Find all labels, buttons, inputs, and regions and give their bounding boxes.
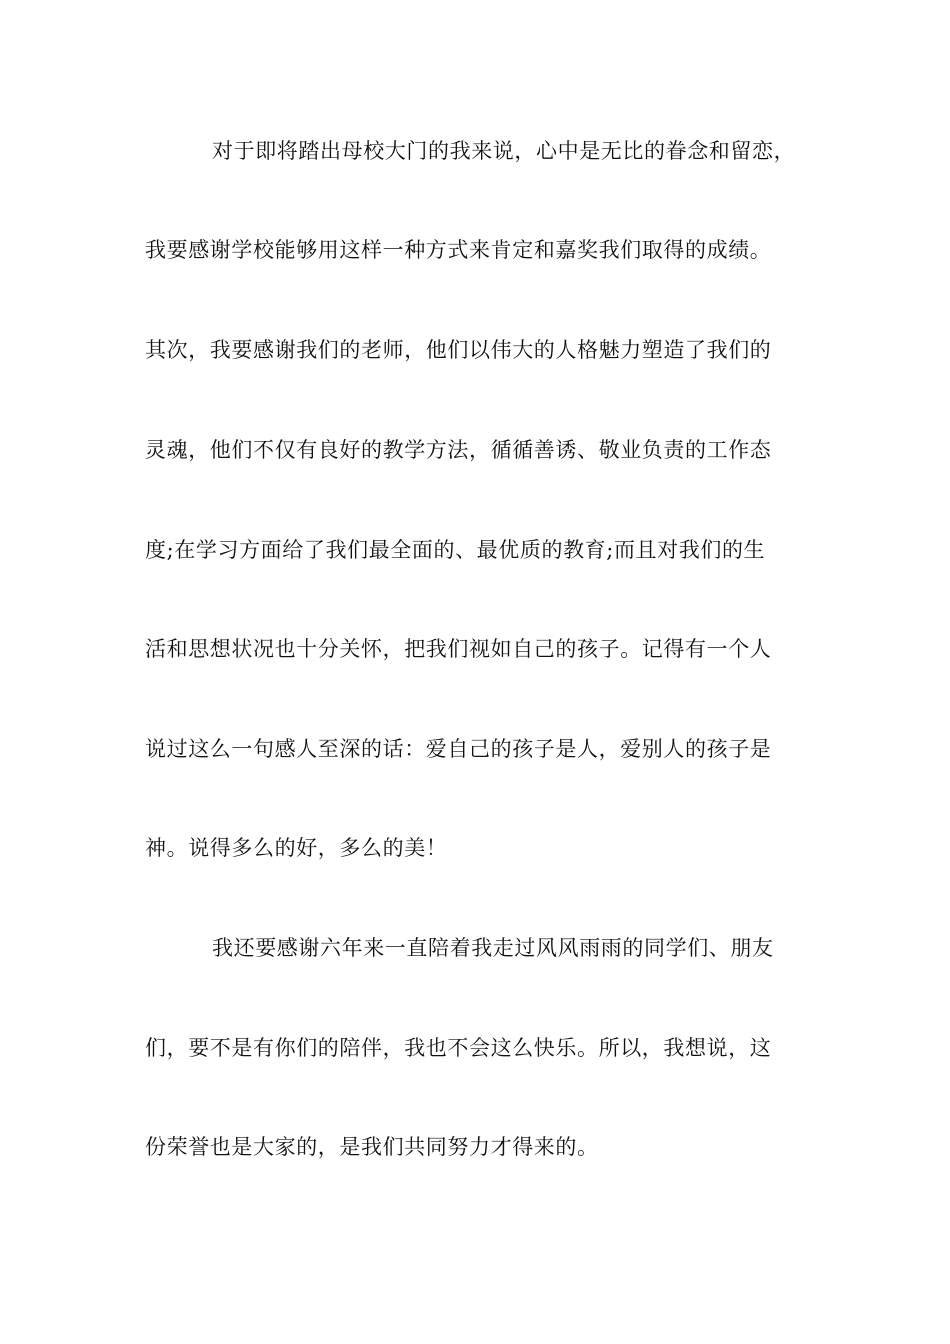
paragraph-line: 度;在学习方面给了我们最全面的、最优质的教育;而且对我们的生 bbox=[145, 538, 766, 562]
paragraph-line: 灵魂，他们不仅有良好的教学方法，循循善诱、敬业负责的工作态 bbox=[145, 438, 772, 462]
paragraph-line: 其次，我要感谢我们的老师，他们以伟大的人格魅力塑造了我们的 bbox=[145, 338, 772, 362]
paragraph-line: 对于即将踏出母校大门的我来说，心中是无比的眷念和留恋， bbox=[212, 139, 796, 163]
paragraph-line: 们，要不是有你们的陪伴，我也不会这么快乐。所以，我想说，这 bbox=[145, 1036, 772, 1060]
paragraph-line: 说过这么一句感人至深的话：爱自己的孩子是人，爱别人的孩子是 bbox=[145, 737, 772, 761]
paragraph-line: 我还要感谢六年来一直陪着我走过风风雨雨的同学们、朋友 bbox=[212, 936, 774, 960]
paragraph-line: 神。说得多么的好，多么的美！ bbox=[145, 836, 448, 860]
paragraph-line: 我要感谢学校能够用这样一种方式来肯定和嘉奖我们取得的成绩。 bbox=[145, 238, 772, 262]
paragraph-line: 活和思想状况也十分关怀，把我们视如自己的孩子。记得有一个人 bbox=[145, 637, 772, 661]
paragraph-line: 份荣誉也是大家的，是我们共同努力才得来的。 bbox=[145, 1135, 599, 1159]
